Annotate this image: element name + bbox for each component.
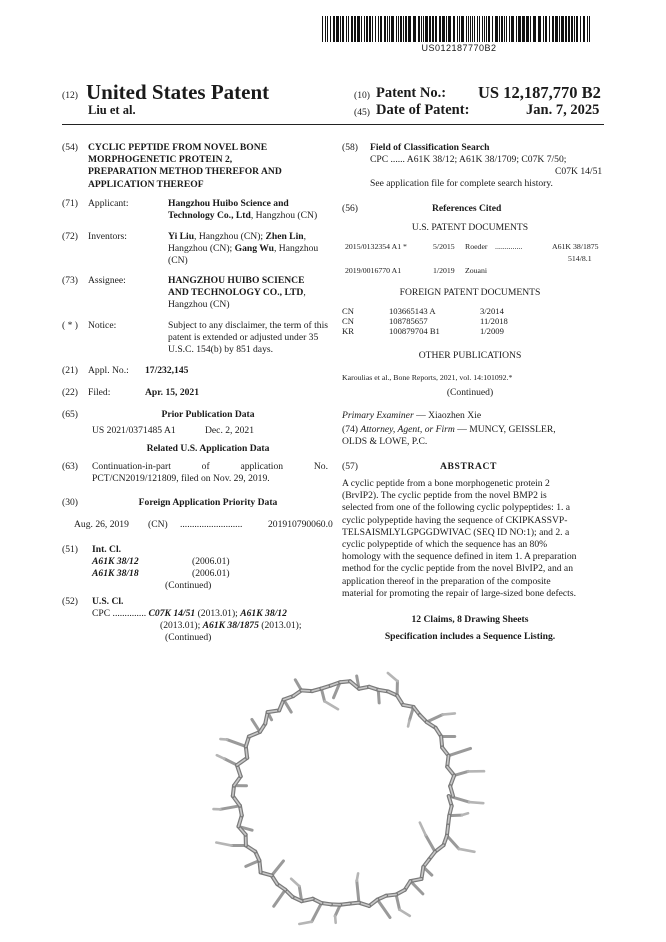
barcode-bar [501,16,503,42]
barcode-bar [327,16,328,42]
barcode-bar [587,16,588,42]
int-cl-class: A61K 38/12 [92,556,139,567]
references-heading: References Cited [432,203,502,214]
barcode-bar [442,16,445,42]
peptide-bond [427,715,443,722]
code-54: (54) [62,142,78,153]
peptide-bond [469,802,483,803]
abstract-line: cyclic polypeptide of which the sequence has an 80% [342,539,548,551]
notice-label: Notice: [88,320,117,331]
barcode-bar [474,16,475,42]
abstract-line: homology with the sequence defined in item 1. A preparation [342,551,577,563]
foreign-docs-heading: FOREIGN PATENT DOCUMENTS [399,287,541,298]
barcode-bar [516,16,517,42]
priority-number: 201910790060.0 [268,519,333,530]
barcode-bar [400,16,402,42]
peptide-bond [299,922,311,924]
barcode-bar [568,16,570,42]
barcode-bar [545,16,547,42]
appl-no: 17/232,145 [145,365,189,376]
code-73: (73) [62,275,78,286]
barcode-bar [509,16,510,42]
barcode-bar [459,16,460,42]
peptide-bond [220,806,240,810]
barcode-bar [470,16,471,42]
barcode-bar [380,16,382,42]
peptide-bond [396,895,399,910]
cpc-class: A61K 38/12 [240,608,287,619]
peptide-bond [388,673,398,681]
patent-no-label: Patent No.: [376,85,447,101]
assignee [168,275,328,312]
attorney-label: Attorney, Agent, or Firm [360,424,455,435]
peptide-bond [217,755,224,758]
field-search-line-3: See application file for complete search history. [370,178,553,189]
barcode-bar [421,16,422,42]
prior-pub-date: Dec. 2, 2021 [205,425,255,436]
cpc-dots: .............. [112,608,147,619]
peptide-bond [325,701,338,709]
barcode-bar [413,16,416,42]
notice-line: Subject to any disclaimer, the term of this [168,320,329,331]
barcode-bar [384,16,386,42]
barcode-bar [439,16,441,42]
barcode-bar [432,16,434,42]
us-doc-date: 5/2015 [433,242,455,251]
barcode-bar [342,16,344,42]
barcode-bar [561,16,564,42]
barcode-bar [495,16,498,42]
inventor-sep: , [303,231,306,242]
code-22: (22) [62,387,78,398]
barcode-bar [425,16,428,42]
barcode-bar [348,16,349,42]
cpc-year: (2013.01); [195,608,241,619]
code-10: (10) [354,90,370,101]
barcode-bar [511,16,514,42]
us-doc-dots: .............. [495,242,523,251]
code-51: (51) [62,544,78,555]
foreign-docs-table [342,306,604,336]
us-doc-date: 1/2019 [433,266,455,275]
examiner-dash: — [413,410,429,421]
barcode-bar [576,16,578,42]
examiner-label: Primary Examiner [342,410,414,421]
peptide-bond [400,910,410,916]
abstract-line: material for promoting the repair of large-sized bone defects. [342,587,576,599]
abstract-line: cyclic polypeptide having the sequence of CKIPKASSVP- [342,514,568,526]
barcode-bar [522,16,525,42]
cpc-label: CPC [92,608,111,619]
primary-examiner [342,410,481,422]
cont-word: Continuation-in-part [92,461,171,472]
other-pubs-continued: (Continued) [446,387,494,398]
barcode-bar [408,16,411,42]
barcode-bar [583,16,585,42]
title-line: MORPHOGENETIC PROTEIN 2, [88,154,233,166]
barcode-bar [533,16,536,42]
barcode-bar [488,16,490,42]
foreign-doc-country: CN [342,306,354,316]
attorney-name-2: OLDS & LOWE, P.C. [342,436,428,448]
abstract-line: (BrvIP2). The cyclic peptide from the novel BMP2 is [342,490,547,502]
barcode-bar [340,16,341,42]
assignee-location: , Hangzhou (CN) [168,287,306,311]
barcode-bar [538,16,541,42]
barcode-bar [461,16,464,42]
barcode-bar [423,16,424,42]
barcode-bar [361,16,362,42]
barcode-bar [504,16,505,42]
date-label: Date of Patent: [376,102,470,118]
us-doc-name: Roeder [465,242,488,251]
us-doc-name: Zouani [465,266,488,275]
foreign-doc-row [342,316,604,326]
peptide-bond [252,719,260,731]
barcode-bar [398,16,399,42]
peptide-bond [274,890,286,907]
barcode-bar [589,16,590,42]
code-30: (30) [62,497,78,508]
foreign-doc-date: 11/2018 [480,316,508,326]
barcode-bar [484,16,485,42]
barcode-bar [477,16,478,42]
sequence-listing-note: Specification includes a Sequence Listing. [384,631,556,642]
cpc-class: C07K 14/51 [148,608,196,619]
barcode-bar [446,16,447,42]
abstract-line: TELSAISMLYLGPGGDWIVAC (SEQ ID NO:1); and 2. a [342,526,570,538]
peptide-bond [227,740,246,747]
peptide-bond [420,823,426,835]
barcode-bar [580,16,581,42]
barcode-number: US012187770B2 [421,43,497,53]
barcode-bar [552,16,554,42]
barcode-bar [549,16,550,42]
foreign-doc-number: 108785657 [389,316,428,326]
title-line: APPLICATION THEREOF [88,178,204,190]
us-docs-heading: U.S. PATENT DOCUMENTS [411,222,529,233]
barcode-bar [555,16,558,42]
barcode-bar [333,16,335,42]
other-pubs-citation: Karoulias et al., Bone Reports, 2021, vol. 14:101092.* [342,373,513,382]
field-search-line-1: CPC ...... A61K 38/12; A61K 38/1709; C07K 7/50; [370,154,567,165]
int-cl-version: (2006.01) [192,568,230,579]
peptide-bond [335,916,336,923]
peptide-bond [357,881,359,903]
peptide-ring [195,648,495,933]
us-doc-class-2: 514/8.1 [568,254,592,263]
inventor-name: Yi Liu [168,231,195,242]
inventors-label: Inventors: [88,231,127,242]
applicant-label: Applicant: [88,198,129,209]
abstract-heading: ABSTRACT [440,461,498,472]
barcode-bar [391,16,394,42]
field-search-heading: Field of Classification Search [370,142,490,153]
barcode-bar [506,16,507,42]
barcode-bar [486,16,487,42]
prior-pub-number: US 2021/0371485 A1 [92,425,176,436]
priority-dots: .......................... [180,519,243,530]
inventor-location: , Hangzhou (CN); [194,231,266,242]
barcode-bar [571,16,573,42]
foreign-doc-country: CN [342,316,354,326]
filed-date: Apr. 15, 2021 [145,387,200,398]
barcode-bar [499,16,500,42]
barcode-bar [351,16,353,42]
peptide-bond [462,813,468,815]
header-rule [62,124,604,125]
code-65: (65) [62,409,78,420]
code-72: (72) [62,231,78,242]
barcode-bar [518,16,521,42]
peptide-bond [447,836,459,849]
us-doc-row [345,242,607,252]
inventor-name: Gang Wu [234,243,274,255]
inventor-location: , Hangzhou [273,243,319,255]
barcode-bar [479,16,480,42]
attorney-dash: — [454,424,470,435]
peptide-bond [357,873,358,880]
patent-number: US 12,187,770 B2 [478,83,601,102]
cpc-class: A61K 38/1875 [202,620,259,632]
barcode-bar [559,16,560,42]
code-12: (12) [62,90,78,101]
peptide-bond [216,843,231,846]
cont-word: application [240,461,284,472]
abstract-line: method for the cyclic peptide from the novel BlvIP2, and an [342,563,573,575]
invention-title [88,142,318,191]
us-doc-number: 2015/0132354 A1 * [345,242,407,251]
barcode-bar [418,16,420,42]
us-doc-row [345,266,607,276]
appl-no-label: Appl. No.: [88,365,129,376]
applicant [168,198,328,222]
foreign-doc-row [342,306,604,316]
us-docs-table [345,242,607,276]
examiner-name: Xiaozhen Xie [428,410,482,421]
barcode-bar [336,16,339,42]
us-cl-text [92,608,334,645]
other-pubs-heading: OTHER PUBLICATIONS [418,350,522,361]
authors: Liu et al. [88,103,136,117]
barcode-bar [435,16,437,42]
priority-heading: Foreign Application Priority Data [138,497,278,508]
title-line: CYCLIC PEPTIDE FROM NOVEL BONE [88,142,268,153]
code-57: (57) [342,461,358,472]
barcode-bar [396,16,397,42]
barcode-bar [387,16,388,42]
related-heading: Related U.S. Application Data [146,443,270,454]
barcode-bar [543,16,544,42]
barcode-bar [378,16,379,42]
cpc-year: (2013.01); [258,620,302,632]
us-doc-class: A61K 38/1875 [552,242,599,251]
attorney [342,424,604,448]
attorney-name: MUNCY, GEISSLER, [469,424,556,435]
code-74: (74) [342,424,358,435]
applicant-name-2: Technology Co., Ltd [168,210,251,222]
field-search-line-2: C07K 14/51 [555,166,603,177]
foreign-doc-number: 103665143 A [389,306,436,316]
patent-date: Jan. 7, 2025 [526,102,600,118]
barcode-bar [574,16,575,42]
priority-date: Aug. 26, 2019 [74,519,129,530]
filed-label: Filed: [88,387,111,398]
priority-country: (CN) [148,519,168,530]
barcode-bar [369,16,371,42]
peptide-bond [459,849,475,852]
inventor-name: Zhen Lin [265,231,304,242]
barcode-bar [403,16,404,42]
peptide-bond [449,748,471,755]
peptide-bond [377,900,390,918]
peptide-bond [408,721,409,727]
int-cl-heading: Int. Cl. [92,544,122,555]
assignee-name-2: AND TECHNOLOGY CO., LTD [168,287,304,299]
barcode-bar [364,16,365,42]
barcode-bar [372,16,373,42]
code-45: (45) [354,107,370,118]
continuation-line-1 [92,461,328,473]
barcode-bars [322,16,594,42]
applicant-location: , Hangzhou (CN) [250,210,318,222]
assignee-label: Assignee: [88,275,126,286]
abstract-line: A cyclic peptide from a bone morphogenetic protein 2 [342,478,550,489]
barcode-bar [448,16,451,42]
foreign-doc-number: 100879704 B1 [389,326,440,336]
barcode [322,16,594,42]
peptide-bond [246,861,260,867]
barcode-bar [389,16,390,42]
barcode-bar [492,16,493,42]
inventors [168,231,328,268]
inventor-location: Hangzhou (CN); [168,243,235,255]
barcode-bar [466,16,467,42]
int-cl-version: (2006.01) [192,556,230,567]
barcode-bar [405,16,407,42]
barcode-bar [346,16,347,42]
abstract-line: selected from one of the following cyclic polypeptides: 1. a [342,502,571,514]
int-cl-class: A61K 38/18 [92,568,139,579]
int-cl-continued: (Continued) [165,580,212,591]
applicant-name: Hangzhou Huibo Science and [168,198,289,209]
peptide-bond [312,903,322,922]
barcode-bar [453,16,455,42]
barcode-bar [357,16,360,42]
foreign-doc-row [342,326,604,336]
notice-text [168,320,328,357]
barcode-bar [325,16,326,42]
code-71: (71) [62,198,78,209]
cyclic-peptide-figure [195,648,495,933]
title-line: PREPARATION METHOD THEREFOR AND [88,166,282,178]
peptide-bond [272,861,284,876]
notice-line: patent is extended or adjusted under 35 [168,332,319,344]
us-cl-continued: (Continued) [165,632,212,644]
foreign-doc-country: KR [342,326,354,336]
cont-word: of [201,461,210,472]
barcode-bar [429,16,431,42]
notice-line: U.S.C. 154(b) by 851 days. [168,344,273,356]
barcode-bar [375,16,376,42]
barcode-bar [526,16,529,42]
barcode-bar [322,16,323,42]
code-21: (21) [62,365,78,376]
barcode-bar [530,16,531,42]
us-cl-heading: U.S. Cl. [92,596,124,607]
peptide-bond [426,835,435,852]
code-notice: ( * ) [62,320,78,331]
cont-word: No. [313,461,328,472]
barcode-bar [354,16,356,42]
us-doc-row-cont [345,252,607,266]
code-58: (58) [342,142,358,153]
abstract-text [342,478,598,600]
code-56: (56) [342,203,358,214]
barcode-bar [565,16,567,42]
barcode-bar [468,16,469,42]
code-52: (52) [62,596,78,607]
barcode-bar [330,16,331,42]
peptide-bond [291,879,299,886]
barcode-bar [457,16,458,42]
barcode-bar [482,16,483,42]
prior-pub-heading: Prior Publication Data [161,409,255,420]
cpc-year: (2013.01); [160,620,203,632]
continuation-line-2: PCT/CN2019/121809, filed on Nov. 29, 2019. [92,473,270,484]
claims-count: 12 Claims, 8 Drawing Sheets [411,614,529,625]
foreign-doc-date: 3/2014 [480,306,504,316]
barcode-bar [472,16,473,42]
abstract-line: application thereof in the preparation of the composite [342,575,551,587]
foreign-doc-date: 1/2009 [480,326,504,336]
us-doc-number: 2019/0016770 A1 [345,266,402,275]
peptide-bond [220,739,226,740]
document-title: United States Patent [86,80,270,104]
barcode-bar [366,16,368,42]
assignee-name: HANGZHOU HUIBO SCIENCE [168,275,305,286]
code-63: (63) [62,461,78,472]
peptide-bond [224,759,237,765]
inventor-location: (CN) [168,255,188,267]
peptide-bond [443,713,455,714]
peptide-bond [454,771,468,775]
peptide-bond [410,881,422,894]
